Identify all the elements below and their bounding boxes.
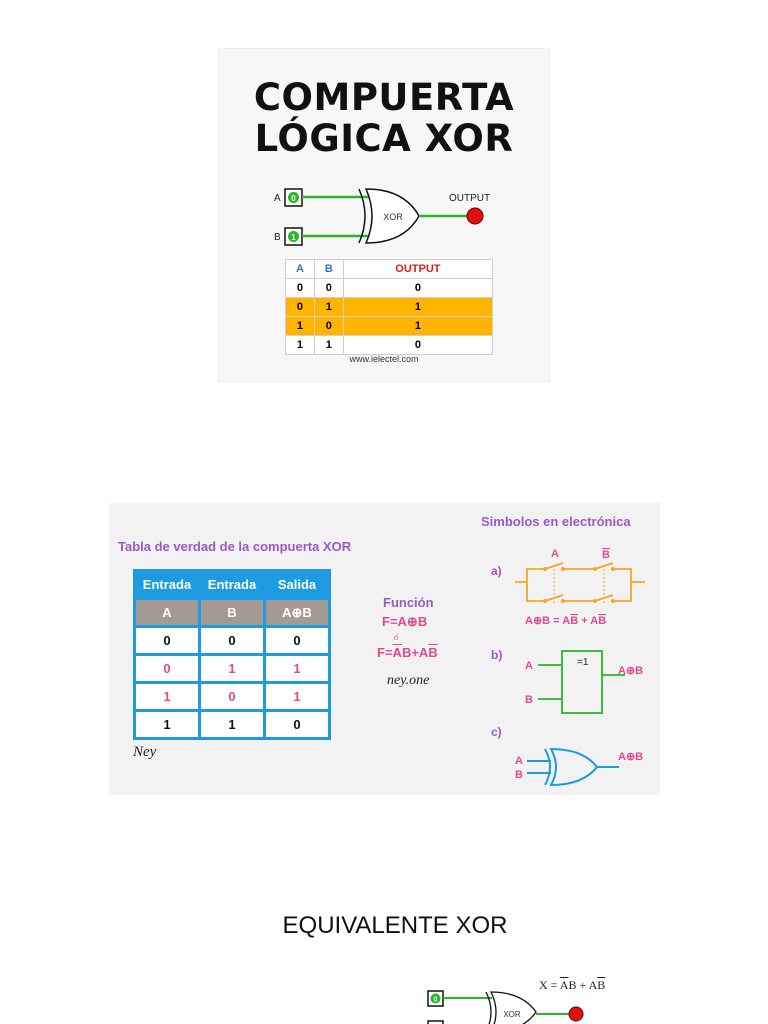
formula-part: X = xyxy=(539,978,560,992)
truth-table-title: Tabla de verdad de la compuerta XOR xyxy=(118,539,352,554)
signature: Ney xyxy=(133,744,157,760)
input-b-label: B xyxy=(274,232,281,243)
equivalent-output-led-icon xyxy=(569,1007,583,1021)
equation-part: A⊕B = A xyxy=(525,615,571,627)
symbols-title: Simbolos en electrónica xyxy=(481,514,631,529)
truth-table-2 xyxy=(133,569,331,740)
switch-b-label: B xyxy=(602,549,610,561)
cell: 1 xyxy=(343,298,492,317)
cell: 0 xyxy=(266,712,328,737)
iec-in-b: B xyxy=(525,694,533,706)
cell: 1 xyxy=(201,656,263,681)
table-row xyxy=(286,317,493,336)
header-input-a: Entrada xyxy=(136,572,198,597)
symbol-a-tag: a) xyxy=(491,564,502,578)
title-line-2: LÓGICA XOR xyxy=(254,117,514,160)
switch-a-label: A xyxy=(551,548,559,560)
cell: 1 xyxy=(314,336,343,355)
table-row xyxy=(136,628,328,653)
equivalent-circuit-diagram xyxy=(420,988,590,1024)
website-credit: www.ielectel.com xyxy=(349,354,419,364)
table-row xyxy=(286,336,493,355)
output-led-icon xyxy=(467,208,483,224)
iec-in-a: A xyxy=(525,660,533,672)
ansi-extra-arc xyxy=(545,749,550,785)
formula-part: F= xyxy=(377,645,393,660)
subheader-output: A⊕B xyxy=(266,600,328,625)
ansi-in-b: B xyxy=(515,769,523,781)
cell: 0 xyxy=(136,656,198,681)
equivalent-xor-extra-arc xyxy=(486,992,491,1024)
cell: 1 xyxy=(343,317,492,336)
gate-label: XOR xyxy=(383,212,403,222)
output-label: OUTPUT xyxy=(449,193,491,204)
cell: 0 xyxy=(201,628,263,653)
ansi-out: A⊕B xyxy=(618,751,644,763)
cell: 0 xyxy=(314,279,343,298)
formula-part-negated: $\overline{B}$ xyxy=(428,645,438,660)
header-a: A xyxy=(286,260,315,279)
iec-box-label: =1 xyxy=(577,657,589,668)
equation-part: + A xyxy=(578,615,599,627)
iec-out: A⊕B xyxy=(618,665,644,677)
formula-part-negated: $\overline{B}$ xyxy=(597,978,606,992)
electronic-symbols xyxy=(485,541,660,791)
table-row xyxy=(136,684,328,709)
cell: 1 xyxy=(136,712,198,737)
subheader-b: B xyxy=(201,600,263,625)
cell: 0 xyxy=(266,628,328,653)
header-input-b: Entrada xyxy=(201,572,263,597)
input-b-value: 1 xyxy=(291,233,296,242)
cell: 1 xyxy=(314,298,343,317)
brand-text: ney.one xyxy=(387,673,430,688)
cell: 0 xyxy=(136,628,198,653)
input-a-value: 0 xyxy=(291,194,296,203)
ansi-wires xyxy=(527,761,551,773)
truth-table-1 xyxy=(285,259,493,355)
input-a-label: A xyxy=(274,193,281,204)
cell: 0 xyxy=(201,684,263,709)
table-header-row xyxy=(136,572,328,597)
xor-gate-card xyxy=(218,48,550,382)
equivalent-xor-gate-icon xyxy=(491,992,536,1024)
switch-circuit-icon xyxy=(515,563,645,604)
table-row xyxy=(286,298,493,317)
formula-part: +A xyxy=(411,645,429,660)
table-subheader-row xyxy=(136,600,328,625)
formula-part: B xyxy=(401,645,412,660)
table-row xyxy=(136,712,328,737)
card-title xyxy=(219,77,549,159)
xor-circuit-diagram xyxy=(219,179,551,251)
equation-part-negated: B xyxy=(570,615,579,627)
equivalent-gate-label: XOR xyxy=(503,1010,521,1019)
iec-wires xyxy=(538,665,625,699)
table-row xyxy=(136,656,328,681)
section-heading: EQUIVALENTE XOR xyxy=(282,912,508,939)
header-b: B xyxy=(314,260,343,279)
table-header-row xyxy=(286,260,493,279)
switch-equation xyxy=(525,615,606,627)
cell: 1 xyxy=(286,317,315,336)
ansi-xor-gate-icon xyxy=(551,749,597,785)
table-row xyxy=(286,279,493,298)
cell: 1 xyxy=(201,712,263,737)
cell: 1 xyxy=(286,336,315,355)
cell: 0 xyxy=(343,336,492,355)
header-output: OUTPUT xyxy=(343,260,492,279)
equation-part-negated: B xyxy=(598,615,607,627)
cell: 0 xyxy=(314,317,343,336)
cell: 0 xyxy=(286,279,315,298)
cell: 1 xyxy=(266,656,328,681)
cell: 1 xyxy=(266,684,328,709)
function-formula-2 xyxy=(377,645,438,660)
formula-part-negated: $\overline{A}$ xyxy=(559,978,569,992)
symbol-c-tag: c) xyxy=(491,725,502,739)
cell: 1 xyxy=(136,684,198,709)
function-formula-1: F=A⊕B xyxy=(382,614,428,629)
subheader-a: A xyxy=(136,600,198,625)
symbol-b-tag: b) xyxy=(491,648,503,662)
formula-part-negated: $\overline{A}$ xyxy=(392,645,402,660)
equivalent-input-a-value: 0 xyxy=(433,996,438,1004)
cell: 0 xyxy=(286,298,315,317)
xor-truth-table-card xyxy=(109,503,660,795)
title-line-1: COMPUERTA xyxy=(253,76,515,119)
formula-part: B + A xyxy=(568,978,598,992)
cell: 0 xyxy=(343,279,492,298)
header-output: Salida xyxy=(266,572,328,597)
function-label: Función xyxy=(383,595,434,610)
ansi-in-a: A xyxy=(515,755,523,767)
function-or: ó xyxy=(394,632,399,642)
